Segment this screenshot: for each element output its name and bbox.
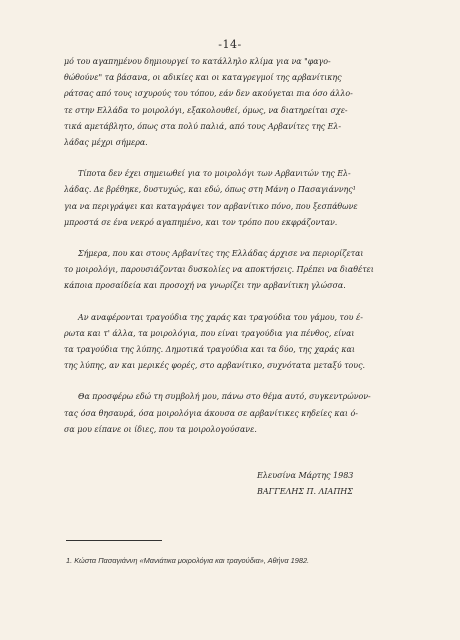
body-text: [64, 54, 436, 438]
paragraph-2: [64, 166, 436, 231]
text-line: Τίποτα δεν έχει σημειωθεί για το μοιρολόγι των Αρβανιτών της Ελ-: [78, 169, 351, 179]
text-line: ράτσας από τους ισχυρούς του τόπου, εάν δεν ακούγεται πια όσο άλλο-: [64, 89, 353, 99]
text-line: μπροστά σε ένα νεκρό αγαπημένο, και τον τρόπο που εκφράζονταν.: [64, 217, 338, 227]
text-line: για να περιγράψει και καταγράψει τον αρβανίτικο πόνο, που ξεσπάθωνε: [64, 201, 358, 211]
paragraph-gap: [64, 295, 436, 310]
text-line: ρωτα και τ' άλλα, τα μοιρολόγια, που είναι τραγούδια για πένθος, είναι: [64, 328, 355, 338]
text-line: τας όσα θησαυρά, όσα μοιρολόγια άκουσα σε αρβανίτικες κηδείες και ό-: [64, 408, 358, 418]
paragraph-gap: [64, 231, 436, 246]
paragraph-gap: [64, 374, 436, 389]
text-line: τε στην Ελλάδα το μοιρολόγι, εξακολουθεί, όμως, να διατηρείται σχε-: [64, 105, 348, 115]
signature-author: ΒΑΓΓΕΛΗΣ Π. ΛΙΑΠΗΣ: [257, 487, 353, 496]
text-line: Θα προσφέρω εδώ τη συμβολή μου, πάνω στο θέμα αυτό, συγκεντρώνον-: [78, 392, 371, 402]
signature-block: [257, 468, 353, 500]
paragraph-1: [64, 54, 436, 151]
text-line: θώθούνε" τα βάσανα, οι αδικίες και οι καταγρεγμοί της αρβανίτικης: [64, 73, 342, 83]
paragraph-gap: [64, 151, 436, 166]
paragraph-5: [64, 389, 436, 438]
signature-place-date: Ελευσίνα Μάρτης 1983: [257, 471, 354, 480]
page-number: -14-: [218, 38, 242, 51]
text-line: της λύπης, αν και μερικές φορές, στο αρβανίτικο, συχνότατα μεταξύ τους.: [64, 361, 366, 371]
text-line: τα τραγούδια της λύπης. Δημοτικά τραγούδια και τα δύο, της χαράς και: [64, 345, 355, 355]
text-line: σα μου είπανε οι ίδιες, που τα μοιρολογούσανε.: [64, 424, 257, 434]
paragraph-4: [64, 310, 436, 375]
footnote-divider: [66, 540, 162, 541]
text-line: τικά αμετάβλητο, όπως στα πολύ παλιά, από τους Αρβανίτες της Ελ-: [64, 121, 342, 131]
footnote: 1. Κώστα Πασαγιάννη «Μανιάτικα μοιρολόγια και τραγούδια», Αθήνα 1982.: [66, 556, 310, 565]
paragraph-3: [64, 246, 436, 295]
text-line: μό του αγαπημένου δημιουργεί το κατάλληλο κλίμα για να "φαγο-: [64, 57, 331, 66]
text-line: λάδας. Δε βρέθηκε, δυστυχώς, και εδώ, όπως στη Μάνη ο Πασαγιάννης¹: [64, 185, 356, 195]
text-line: Σήμερα, που και στους Αρβανίτες της Ελλάδας άρχισε να περιορίζεται: [78, 249, 364, 259]
text-line: λάδας μέχρι σήμερα.: [64, 138, 148, 148]
text-line: Αν αναφέρονται τραγούδια της χαράς και τραγούδια του γάμου, του έ-: [78, 312, 363, 322]
text-line: κάποια προσαίδεία και προσοχή να γνωρίζει την αρβανίτικη γλώσσα.: [64, 281, 346, 291]
text-line: το μοιρολόγι, παρουσιάζονται δυσκολίες να αποκτήσεις. Πρέπει να διαθέτει: [64, 265, 374, 275]
